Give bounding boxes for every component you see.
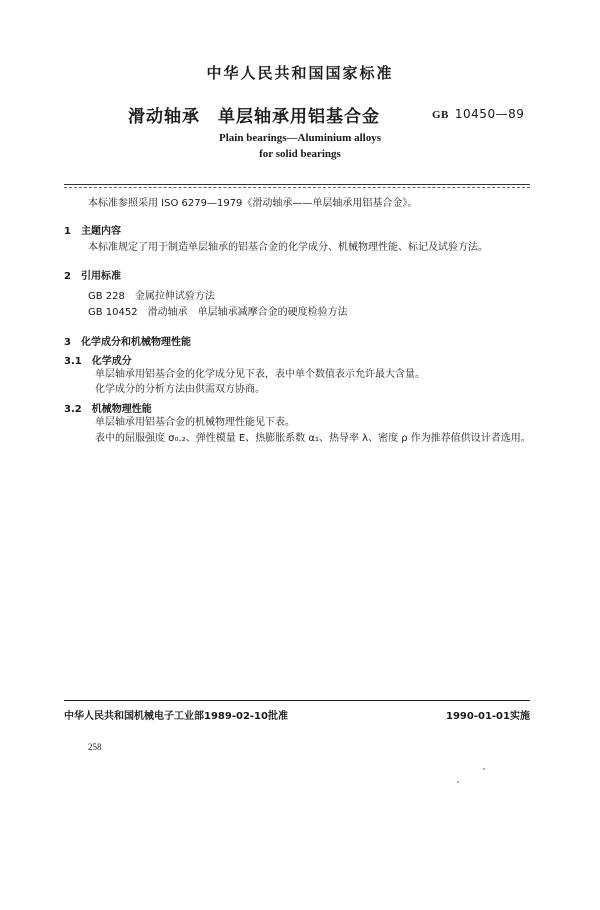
footer-rule <box>64 700 530 701</box>
english-title-line2: for solid bearings <box>259 148 341 160</box>
english-title-line1: Plain bearings—Aluminium alloys <box>219 132 381 144</box>
section-1-heading: 1 主题内容 <box>64 226 121 237</box>
section-3-1-heading: 3.1 化学成分 <box>64 356 132 367</box>
page-number: 258 <box>88 742 102 752</box>
reference-gb228: GB 228 金属拉伸试验方法 <box>88 291 215 302</box>
header-rule-dashed <box>64 187 530 188</box>
approval-line: 中华人民共和国机械电子工业部1989-02-10批准 <box>64 711 288 722</box>
section-3-2-text-1: 单层轴承用铝基合金的机械物理性能见下表。 <box>95 417 295 428</box>
gb-number: 10450—89 <box>454 107 525 121</box>
section-1-text: 本标准规定了用于制造单层轴承的铝基合金的化学成分、机械物理性能、标记及试验方法。 <box>88 242 488 253</box>
section-3-2-heading: 3.2 机械物理性能 <box>64 404 152 415</box>
section-3-1-text-2: 化学成分的分析方法由供需双方协商。 <box>95 384 265 395</box>
effective-date: 1990-01-01实施 <box>446 711 530 722</box>
scan-speck <box>457 781 459 783</box>
scan-speck <box>483 768 485 770</box>
section-2-heading: 2 引用标准 <box>64 271 121 282</box>
national-standard-heading: 中华人民共和国国家标准 <box>206 64 394 82</box>
section-3-2-text-2: 表中的屈服强度 σ₀.₂、弹性模量 E、热膨胀系数 α₁、热导率 λ、密度 ρ 作为推荐值供设计者选用。 <box>95 433 531 444</box>
gb-prefix: GB <box>432 109 449 121</box>
intro-paragraph: 本标准参照采用 ISO 6279—1979《滑动轴承——单层轴承用铝基合金》。 <box>88 198 418 209</box>
reference-gb10452: GB 10452 滑动轴承 单层轴承减摩合金的硬度检验方法 <box>88 307 348 318</box>
header-rule <box>64 184 530 185</box>
standard-code <box>432 107 524 121</box>
section-3-1-text-1: 单层轴承用铝基合金的化学成分见下表，表中单个数值表示允许最大含量。 <box>95 369 425 380</box>
document-title: 滑动轴承 单层轴承用铝基合金 <box>128 107 380 127</box>
section-3-heading: 3 化学成分和机械物理性能 <box>64 337 191 348</box>
